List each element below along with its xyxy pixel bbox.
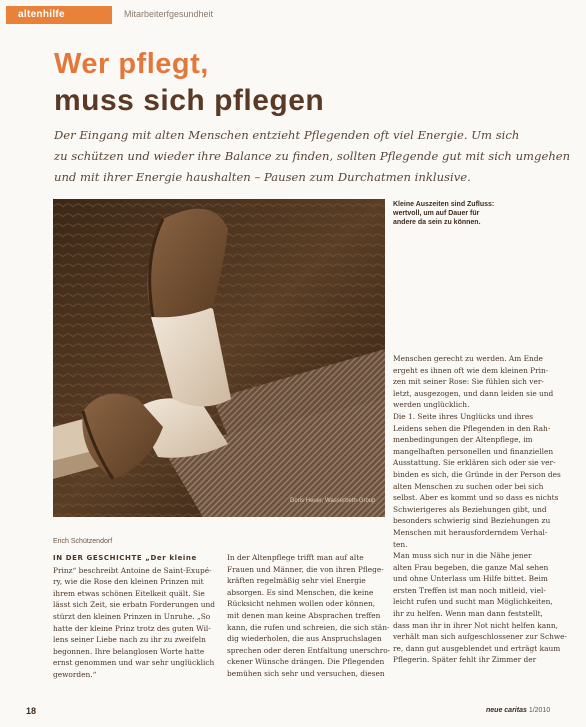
body-line: Schwierigeres als Beziehungen gibt, und (393, 504, 547, 514)
body-line: werden unglücklich. (393, 400, 470, 410)
body-line: Rücksicht nehmen wollen oder können, (227, 599, 376, 609)
body-line: leicht rufen und sucht man Möglichkeiten, (393, 597, 553, 607)
body-column-3 (393, 353, 579, 666)
body-line: re, dann gut ausgeblendet und erträgt kaum (393, 643, 561, 653)
body-line (53, 552, 221, 565)
body-line: Menschen mit herausforderndem Verhal- (393, 527, 548, 537)
body-line: selbst. Aber es kommt und so dass es nichts (393, 493, 559, 503)
body-line: zen mit seiner Rose: Sie fühlen sich ver- (393, 377, 544, 387)
photo-credit: Doris Heuer, Wasserbeth-Group (290, 498, 376, 504)
body-line: ergeht es ihnen oft wie dem kleinen Prin- (393, 365, 549, 375)
body-line: ten. (393, 539, 408, 549)
body-line: lens seiner Liebe nach zu ihr zu zweifeln (53, 635, 206, 645)
body-line: ihr zu helfen. Wenn man dann feststellt, (393, 609, 543, 619)
body-line: dass man ihr in ihrer Not nicht helfen kann, (393, 620, 559, 630)
page-number: 18 (26, 706, 37, 716)
body-line: absorgen. Es sind Menschen, die keine (227, 587, 374, 597)
body-line: begonnen. Ihre belanglosen Worte hatte (53, 646, 205, 656)
body-line: ry, wie die Rose den kleinen Prinzen mit (53, 577, 204, 587)
caption-line: wertvoll, um auf Dauer für (393, 210, 480, 217)
body-column-2 (227, 552, 391, 680)
body-line: alten Menschen zu suchen oder bei sich (393, 481, 544, 491)
body-line: Prinz“ beschreibt Antoine de Saint-Exupé- (53, 565, 212, 575)
author-name: Erich Schützendorf (53, 538, 113, 545)
body-line: alten Frau begeben, die ganze Mal sehen (393, 562, 549, 572)
caption-line: Kleine Auszeiten sind Zufluss: (393, 201, 495, 208)
body-line: ernst genommen und war sehr unglücklich (53, 658, 215, 668)
body-line: kann, die rufen und schreien, die sich stän- (227, 622, 390, 632)
headline-line-1: Wer pflegt, (54, 48, 209, 80)
body-line: dig wiederholen, die aus Anspruchslagen (227, 634, 382, 644)
lead-paragraph (54, 125, 571, 188)
body-line: menbedingungen der Altenpflege, im (393, 435, 533, 445)
lead-line: Der Eingang mit alten Menschen entzieht Pflegenden oft viel Energie. Um sich (54, 128, 520, 142)
body-line: Menschen gerecht zu werden. Am Ende (393, 354, 543, 363)
body-line: sprechen oder deren Entfaltung unerschro- (227, 645, 391, 655)
body-line: Ausstattung. Sie erklären sich oder sie ver- (393, 458, 556, 468)
body-line: verhält man sich aufgeschlossener zur Schwe- (393, 632, 568, 642)
body-line: binden es sich, die Gründe in der Person des (393, 469, 561, 479)
magazine-issue: 1/2010 (528, 707, 551, 714)
lead-line: zu schützen und wieder ihre Balance zu finden, sollten Pflegende gut mit sich umgehen (54, 149, 571, 163)
body-line: Man muss sich nur in die Nähe jener (393, 551, 532, 561)
body-column-1 (53, 552, 221, 681)
body-line: Leidens sehen die Pflegenden in den Rah- (393, 423, 551, 433)
section-tag: altenhilfe (18, 9, 65, 20)
caption-line: andere da sein zu können. (393, 219, 481, 226)
body-line: hatte der kleine Prinz trotz des guten Wil- (53, 623, 211, 633)
body-line: ihrem etwas schönen Eitelkeit quält. Sie (53, 588, 205, 598)
section-subtitle: Mitarbeiterfgesundheit (124, 9, 214, 19)
body-line: stürzt den kleinen Prinzen in Unruhe. „So (53, 611, 211, 621)
body-line: In der Altenpflege trifft man auf alte (227, 553, 364, 562)
photo-caption (393, 200, 503, 227)
body-line: mangelhaften personellen und finanziellen (393, 446, 554, 456)
body-line: besonders schwierig sind Beziehungen zu (393, 516, 551, 526)
headline-line-2: muss sich pflegen (54, 84, 325, 117)
body-line: und ohne Unterlass um Hilfe bittet. Beim (393, 574, 548, 584)
resting-feet-photo (53, 199, 385, 517)
body-line: geworden.“ (53, 669, 97, 679)
body-line: bemühen sich sehr und versuchen, diesen (227, 668, 385, 678)
body-line: lässt sich Zeit, sie erbatn Forderungen und (53, 600, 215, 610)
body-line: Frauen und Männer, die von ihren Pflege- (227, 564, 384, 574)
lead-in: IN DER GESCHICHTE „Der kleine (53, 554, 197, 562)
body-line: kräften regelmäßig sehr viel Energie (227, 576, 366, 586)
body-line: mit denen man keine Absprachen treffen (227, 610, 381, 620)
magazine-footer (486, 707, 550, 714)
photo-illustration (53, 199, 385, 517)
body-line: letzt, ausgezogen, und dann leiden sie und (393, 388, 554, 398)
body-line: ckener Wünsche drängen. Die Pflegenden (227, 657, 385, 667)
body-line: ersten Treffen ist man noch mitleid, viel- (393, 585, 546, 595)
body-line: Die 1. Seite ihres Unglücks und ihres (393, 411, 534, 421)
lead-line: und mit ihrer Energie haushalten – Pausen zum Durchatmen inklusive. (54, 170, 471, 184)
magazine-name: neue caritas (486, 707, 527, 714)
body-line: Pflegerin. Später fehlt ihr Zimmer der (393, 655, 537, 665)
